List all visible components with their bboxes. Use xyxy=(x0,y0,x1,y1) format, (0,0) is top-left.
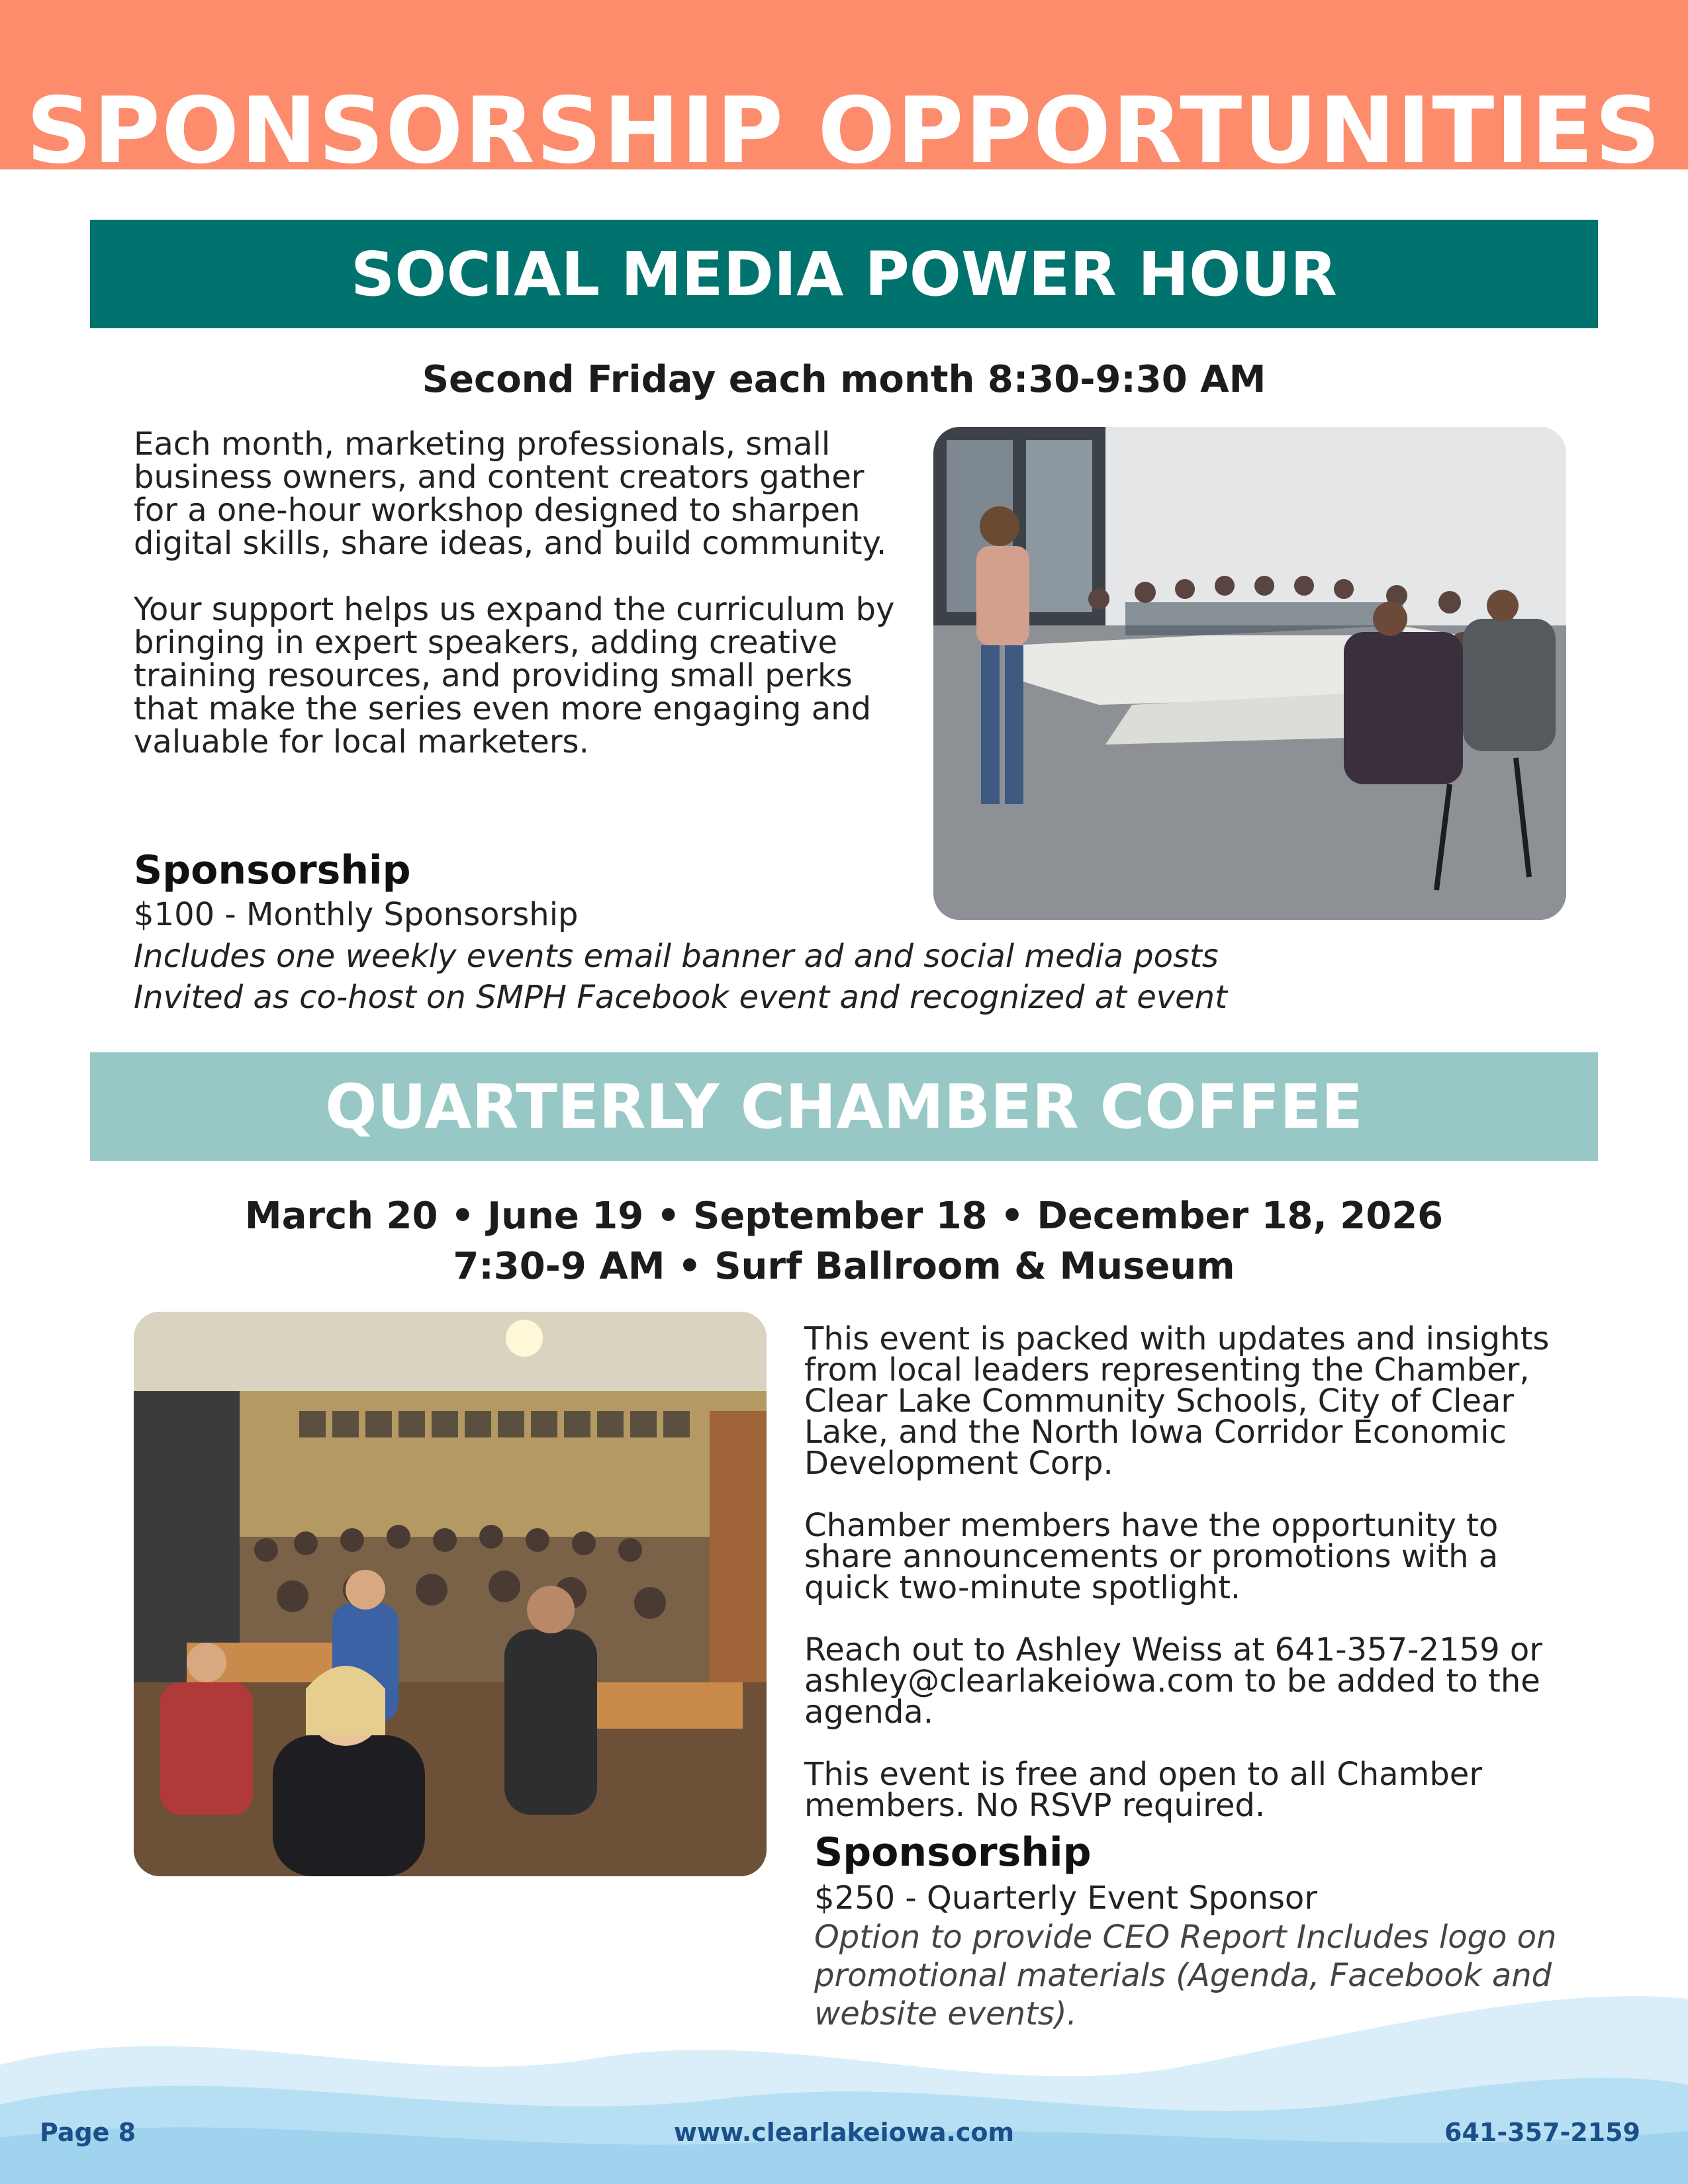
page-title: SPONSORSHIP OPPORTUNITIES xyxy=(26,77,1662,184)
footer-wave-decoration xyxy=(0,1972,1688,2184)
coffee-sponsorship-heading: Sponsorship xyxy=(814,1829,1092,1876)
coffee-event-photo xyxy=(134,1312,767,1876)
smph-schedule: Second Friday each month 8:30-9:30 AM xyxy=(422,358,1266,401)
workshop-photo-illustration xyxy=(933,427,1566,920)
coffee-sponsorship-note: Option to provide CEO Report Includes logo on promotional materials (Agenda, Facebook and website events). xyxy=(814,1919,1557,2032)
smph-sponsorship-heading: Sponsorship xyxy=(134,847,411,893)
coffee-paragraph-4: This event is free and open to all Chamber members. No RSVP required. xyxy=(804,1756,1483,1824)
smph-sponsorship-note-1: Includes one weekly events email banner ad and social media posts xyxy=(134,938,1219,975)
coffee-sponsorship-price: $250 - Quarterly Event Sponsor xyxy=(814,1880,1318,1917)
ballroom-photo-illustration xyxy=(134,1312,767,1876)
coffee-paragraph-1: This event is packed with updates and insights from local leaders representing the Chamber, Clear Lake Community Schools, City of Clear Lake, and the North Iowa Corridor Economic Development Corp. xyxy=(804,1320,1550,1482)
smph-heading: SOCIAL MEDIA POWER HOUR xyxy=(351,238,1337,310)
footer-phone: 641-357-2159 xyxy=(1444,2118,1640,2147)
smph-paragraph-2: Your support helps us expand the curriculum by bringing in expert speakers, adding creative training resources, and providing small perks that make the series even more engaging and valuable for local marketers. xyxy=(134,591,895,760)
smph-section-header xyxy=(90,220,1598,328)
smph-workshop-photo xyxy=(933,427,1566,920)
smph-paragraph-1: Each month, marketing professionals, small business owners, and content creators gather for a one-hour workshop designed to sharpen digital skills, share ideas, and build community. xyxy=(134,426,887,562)
coffee-time-location: 7:30-9 AM • Surf Ballroom & Museum xyxy=(453,1245,1235,1288)
footer-page-number: Page 8 xyxy=(40,2118,136,2147)
footer-website-link[interactable]: www.clearlakeiowa.com xyxy=(673,2118,1015,2147)
smph-sponsorship-note-2: Invited as co-host on SMPH Facebook event and recognized at event xyxy=(134,979,1227,1016)
coffee-dates: March 20 • June 19 • September 18 • December 18, 2026 xyxy=(244,1195,1444,1238)
coffee-description xyxy=(804,1320,1585,1824)
coffee-heading: QUARTERLY CHAMBER COFFEE xyxy=(325,1071,1363,1142)
smph-sponsorship-price: $100 - Monthly Sponsorship xyxy=(134,896,579,933)
coffee-paragraph-2: Chamber members have the opportunity to share announcements or promotions with a quick two-minute spotlight. xyxy=(804,1507,1499,1606)
coffee-paragraph-3: Reach out to Ashley Weiss at 641-357-2159 or ashley@clearlakeiowa.com to be added to the agenda. xyxy=(804,1631,1542,1731)
smph-description xyxy=(134,428,895,792)
coffee-section-header xyxy=(90,1052,1598,1161)
